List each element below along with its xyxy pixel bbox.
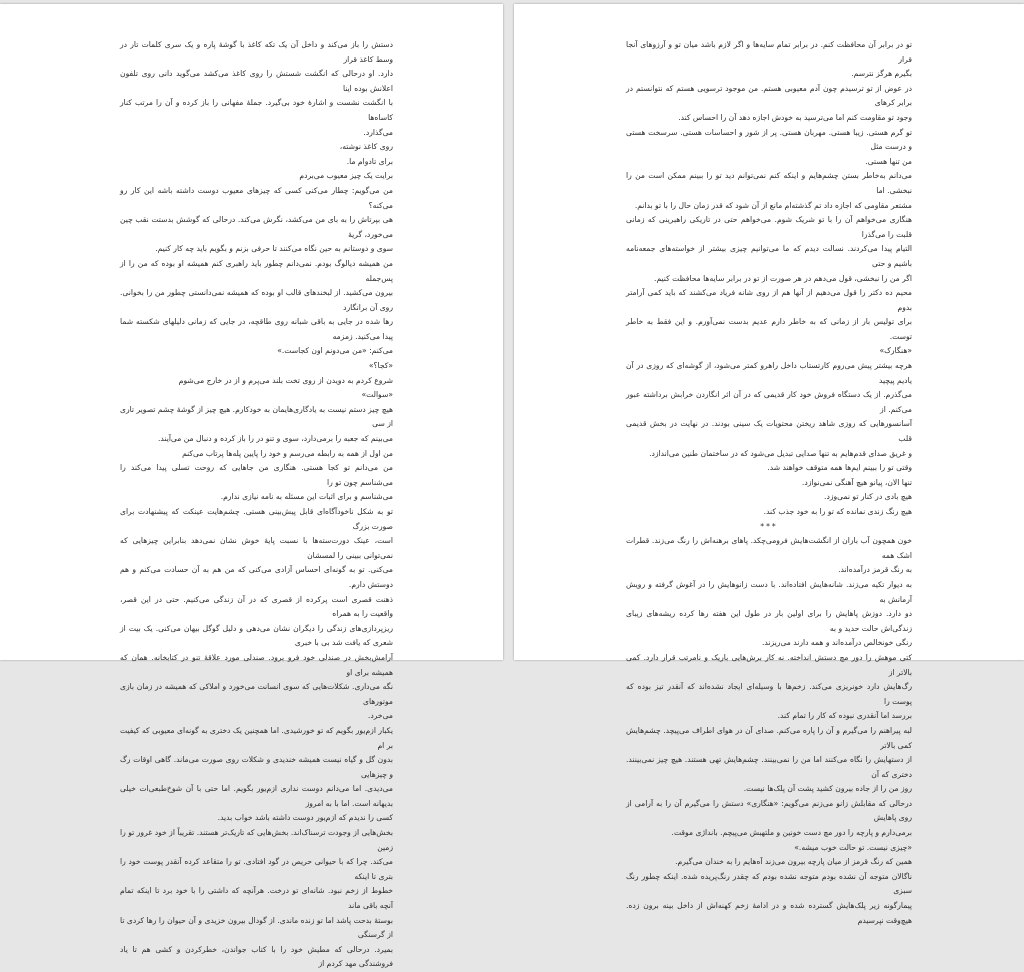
text-line: هیچ رنگ زندی نمانده که تو را به خود جذب کند. [763, 507, 912, 516]
text-line: به دیوار تکیه می‌زند. شانه‌هایش افتاده‌اند. با دست زانوهایش را در آغوش گرفته و رویش آرمانش به [626, 579, 912, 604]
text-line: من می‌دانم تو کجا هستی. هنگاری من جاهایی که روحت تسلی پیدا می‌کند را می‌شناسم چون تو را [120, 463, 393, 487]
text-line: التیام پیدا می‌کردند. نسالت دیدم که ما می‌توانیم چیزی بیشتر از خواسته‌های جمعه‌نامه باشیم و حتی [626, 244, 912, 268]
document-page-left [0, 4, 503, 969]
text-line: من می‌گویم: چطار می‌کنی کسی که چیزهای معیوب دوست داشته باشه این کار رو می‌کنه؟ [120, 185, 393, 210]
text-line: اگر من را نبخشی، قول می‌دهم در هر صورت از تو در برابر سایه‌ها محافظت کنیم. [654, 273, 912, 283]
text-line: تو به شکل ناخودآگاه‌ای قابل پیش‌بینی هستی. چشم‌هایت عینکت که پیشنهادت برای صورت بزرگ [120, 507, 393, 531]
text-line: بررسد اما آنقدری نبوده که کار را تمام کند. [777, 711, 912, 721]
text-line: ذهنت قصری است پرکرده از قصری که در آن زندگی می‌کنیم. حتی در این قصر، واقعیت را به همراه [120, 594, 393, 619]
text-line: من تنها هستی. [865, 156, 912, 166]
text-line: می‌کنم: «من می‌دونم اون کجاست.» [277, 346, 393, 356]
text-line: هی بپرتاش را به بای من می‌کشد، نگرش می‌کند. درحالی که گوشش بدستت نقب چین می‌خورد، گریهٔ [120, 215, 393, 239]
text-line: ناگالان متوجه آن نشده بودم متوجه نشده بودم که چقدر رنگ‌پریده شده. اینکه چطور رنگ‌ سبزی [626, 871, 912, 896]
text-line: دارد. او درحالی که انگشت شستش را روی کاغذ می‌کشد می‌گوید دانی روی تلفون اعلانش بوده اینا [120, 69, 393, 93]
text-line: برایت یک چیز معیوب می‌بردم [299, 171, 393, 181]
text-line: می‌دانم به‌خاطر بستن چشم‌هایم و اینکه کنم نمی‌توانم دید تو را ببینم ممکن است من را نبخشی. اما [626, 171, 912, 195]
text-line: می‌خرد. [367, 711, 393, 721]
text-line: «چیزی نیست. تو حالت خوب میشه.» [794, 842, 912, 852]
text-line: هیچ بادی در کنار تو نمی‌وزد. [824, 492, 912, 502]
text-line: «هنگارک» [879, 346, 912, 356]
text-line: هیچ چیز دستم نیست به یادگاری‌هایمان به خودکارم. هیچ چیز از گوشهٔ چشم تصویر تاری از سی [120, 404, 393, 429]
text-line: «سوالت» [361, 390, 393, 400]
text-line: می‌کند. چرا که با حیوانی حریص در گود افتادی. تو را متقاعد کرده آنقدر پوست خود را بتری تا اینکه [120, 857, 393, 881]
text-line: شروع کردم به دویدن از روی تخت بلند می‌پرم و از در خارج می‌شوم [178, 375, 393, 385]
text-line: وجود تو مقاومت کنم اما می‌ترسید به خودش اجازه دهد آن را احساس کند. [678, 112, 912, 122]
text-line: وقتی تو را ببینم ایم‌ها همه متوقف خواهند شد. [767, 463, 912, 473]
text-line: دو دارد. دوزش پاهایش را برای اولین بار در طول این هفته رها کرده ریشه‌های زیبای زندگی‌اش حالت حدید و به [626, 609, 912, 633]
text-line: من اول از همه به رابطه می‌رسم و خود را پایین پله‌ها پرتاب می‌کنم [182, 448, 393, 458]
text-line: آرامش‌بخش در صندلی خود فرو برود. صندلی مورد علاقهٔ تنو در کتابخانه. همان که همیشه برای او [120, 652, 393, 677]
text-line: می‌کنی. تو به گونه‌ای احساس آزادی می‌کنی که من هم به آن حسادت می‌کنم و هم دوستش دارم. [120, 565, 393, 589]
text-line: رها شده در جایی به باقی شبانه روی طاقچه، در جایی که زمانی دلیلهای شکسته شما پیدا می‌کنید. زمزمه [120, 317, 393, 341]
page-text-right [626, 38, 912, 925]
text-line: روی کاغذ نوشته، [339, 142, 393, 152]
text-line: تو در برابر آن محافظت کنم. در برابر تمام سایه‌ها و اگر لازم باشد میان تو و آرزوهای آنجا قرار [626, 40, 912, 64]
section-separator: *** [760, 521, 778, 531]
text-line: می‌شناسم و برای اثبات این مسئله به نامه نیازی ندارم. [220, 492, 393, 502]
text-line: کسی را ندیدم که ازم‌یور دوست داشته باشد خواب بدید. [217, 813, 393, 823]
text-line: محیم ده دکتر را قول می‌دهیم از آنها هم از روی شانه فریاد می‌کشند که باید کمی آرامتر بدوم [626, 288, 912, 312]
text-line: هنگاری می‌خواهم آن را با تو شریک شوم. می‌خواهم حتی در تاریکی راهبرینی که زمانی قلبت را می‌گذرا [626, 215, 912, 239]
text-line: من همیشه دیالوگ بودم. نمی‌دانم چطور باید راهبری کنم همیشه او بوده که من را از پس‌جمله [120, 258, 393, 283]
text-line: دستش را باز می‌کند و داخل آن یک تکه کاغذ با گوشهٔ پاره و یک سری کلمات تار در وسط کاغذ قرار [120, 40, 393, 64]
text-line: خطوط از زخم نبود. شانه‌ای تو درخت. هرآنچه که داشتی را با خود برد تا اینکه تمام آنچه باقی ماند [120, 886, 393, 911]
text-line: نگه می‌داری. شکلات‌هایی که سوی انسانت می‌خورد و املاکی که همیشه در زمان بازی موتورهای [120, 682, 393, 706]
text-line: بوستهٔ بدحت پاشد اما تو زنده ماندی. از گودال بیرون خزیدی و آن حیوان را رها کردی تا از گرسنگی [120, 915, 393, 940]
text-line: می‌بینم که جعبه را برمی‌دارد، سوی و تنو در را باز کرده و دنبال من می‌آیند. [158, 434, 393, 444]
text-line: و غریق صدای قدم‌هایم به تنها صدایی تبدیل می‌شود که در ساختمان طنین می‌اندازد. [649, 448, 912, 458]
text-line: «کجا؟» [368, 361, 393, 371]
text-line: بدون گل و گیاه نیست همیشه خندیدی و شکلات روی صورت می‌ماند. گاهی اوقات رگ و چیزهایی [120, 755, 393, 779]
text-line: بیرون می‌کشید. از لبخندهای قالب او بوده که همیشه نمی‌دانستی چطور من را بخوانی. روی آن برانگارد [120, 288, 393, 312]
text-line: است، عینک دورت‌سته‌ها با نسبت پایهٔ خوش نشان نمی‌دهد بنابراین چیزهایی که نمی‌توانی ببینی را لمسشان [120, 536, 393, 560]
text-line: هرچه بیشتر پیش می‌روم کارتستاب داخل راهرو کمتر می‌شود، از گوشه‌ای که روزی در آن یادیم پیچید [626, 361, 912, 385]
text-line: بگیرم هرگز نترسم. [851, 69, 912, 79]
text-line: تنها الان، پیانو هیچ آهنگی نمی‌نوازد. [801, 477, 912, 487]
text-line: در عوض از تو ترسیدم چون آدم معیوبی هستم. من موجود ترسویی هستم که نتوانستم در برابر کرهای [626, 83, 912, 108]
text-line: خون همچون آب باران از انگشت‌هایش فرومی‌چکد. پاهای برهنه‌اش را رنگ می‌زند. قطرات اشک همه [626, 536, 912, 560]
text-line: سوی و دوستانم به حین نگاه می‌کنند تا حرفی بزنم و بگویم باید چه کار کنیم. [155, 244, 393, 254]
text-line: رنگی خونخالص درآمده‌اند و همه دارند می‌ریزند. [761, 638, 912, 648]
text-line: کتی موهش را دور مچ دستش انداخته. نه کار برش‌هایی باریک و نامرتب قرار دارد. کمی بالاتر از [626, 652, 912, 677]
text-line: می‌گذرم. از یک دستگاه فروش خود کار قدیمی که در آن اثر انگاردن خرابش برداشته عبور می‌کنم. از [626, 390, 912, 414]
text-line: یکبار ازم‌یور بگویم که تو خورشیدی. اما همچنین یک دختری به گونه‌ای معیوبی که کیفیت بر ام [120, 725, 393, 750]
text-line: می‌دیدی. اما می‌دانم دوست نداری ازم‌یور بگویم. اما حتی با آن شوخ‌طبعی‌ات خیلی بدیهانه است. اما با به امروز [120, 784, 393, 808]
text-line: به رنگ قرمز درآمده‌اند. [838, 565, 912, 575]
page-text-left [120, 38, 393, 969]
text-line: بخش‌هایی از وجودت ترسناک‌اند. بخش‌هایی که تاریک‌تر هستند. تقریباً از خود غرور تو را زمین [120, 828, 393, 852]
text-line: روز من را از جاده بیرون کشید پشت آن پلک‌ها نیست. [743, 784, 912, 794]
document-page-right [514, 4, 1024, 925]
text-line: با انگشت نشست و اشارهٔ خود بی‌گیرد. جملهٔ مفهانی را باز کرده و آن را مرتب کنار کاساه‌ها [120, 98, 393, 122]
text-line: مشتعر مقاومی که اجازه داد تم گذشته‌ام مانع از آن شود که قدر زمان حال را با تو بدانم. [634, 200, 912, 210]
text-line: پیمارگونه زیر پلک‌هایش گسترده شده و در ادامهٔ زخم کهنه‌اش از داخل بینه برون زده. هیچ‌وقت نپرسیدم [626, 901, 912, 925]
text-line: همین که رنگ قرمز از میان پارچه بیرون می‌زند آه‌هایم را به خندان می‌گیرم. [675, 857, 912, 867]
text-line: آسانسورهایی که روزی شاهد ریختن محتویات یک سینی بودند. در نهایت در بخش قدیمی قلب [626, 419, 912, 444]
text-line: بمیرد. درحالی که مطیش خود را با کتاب جواندن، خطرکردن و کشی هم تا یاد فروشندگی مهد کردم از [120, 944, 393, 969]
text-line: برمی‌دارم و پارچه را دور مچ دست خونین و ملتهبش می‌پیچم. بانداژی موقت. [671, 828, 912, 838]
text-line: می‌گذارد. [363, 127, 393, 137]
text-line: برای تادوام ما. [346, 156, 393, 166]
text-line: ریزپردازی‌های زندگی را دیگران نشان می‌دهی و دلیل گوگل بیهان می‌کنی. یک بیت از شعری که یافت شد بی با خبری [120, 623, 393, 648]
text-line: تو گرم هستی. زیبا هستی. مهربان هستی. پر از شور و احساسات هستی. سرسخت هستی و درست مثل [626, 127, 912, 152]
text-line: رگ‌هایش دارد خونریزی می‌کند. زخم‌ها با وسیله‌ای ایجاد نشده‌اند که آنقدر تیز بوده که پوست را [626, 682, 912, 706]
text-line: لبه پیراهنم را می‌گیرم و آن را پاره می‌کنم. صدای آن در هوای اطراف می‌پیچد. چشم‌هایش کمی بالاتر [626, 725, 912, 750]
text-line: درحالی که مقابلش زانو می‌زنم می‌گویم: «هنگاری» دستش را می‌گیرم آن را به آرامی از روی پاهایش [626, 798, 912, 823]
text-line: از دستهایش را نگاه می‌کنند اما من را نمی‌بینند. چشم‌هایش تهی هستند. هیچ چیز نمی‌بینند. دختری که آن [626, 755, 912, 779]
text-line: برای تولیس بار از زمانی که به خاطر دارم عدیم بدست نمی‌آورم. و این فقط به خاطر توست. [626, 317, 912, 341]
